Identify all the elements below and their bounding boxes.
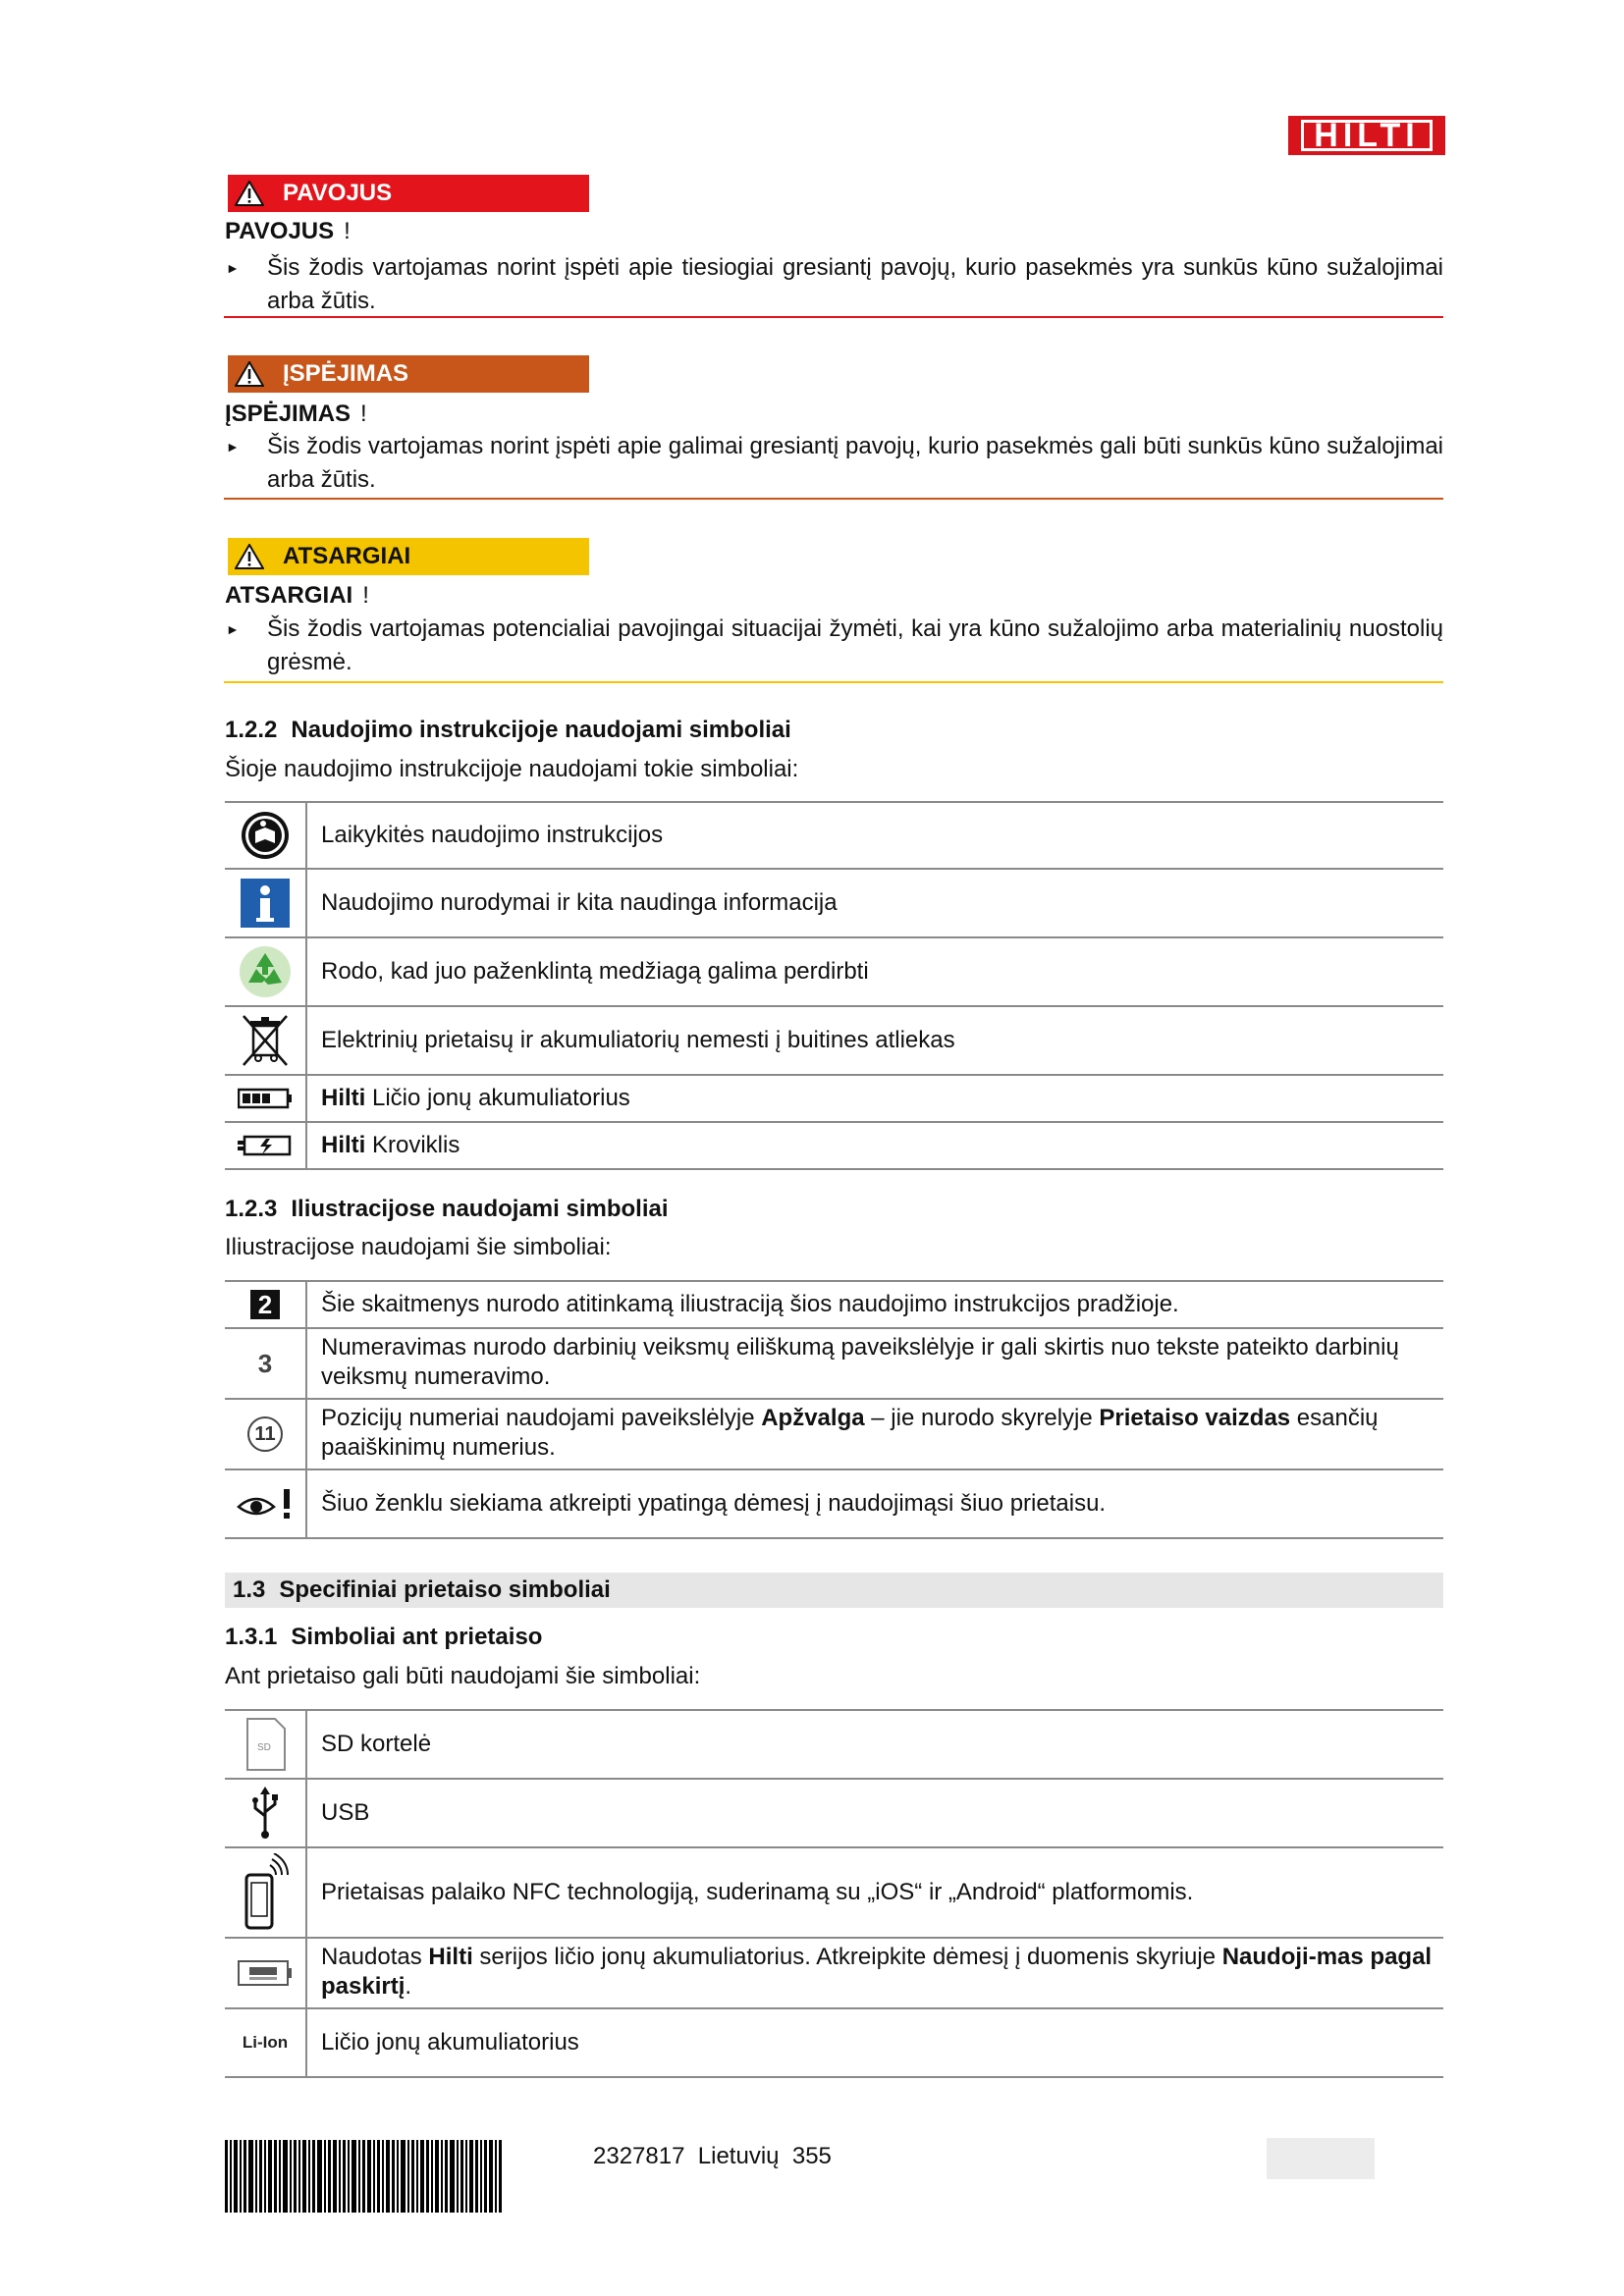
section-intro-1-2-3: Iliustracijose naudojami šie simboliai: [225, 1234, 612, 1260]
hilti-logo [1288, 116, 1445, 155]
bullet-arrow-icon: ► [226, 260, 240, 276]
bullet-arrow-icon: ► [226, 439, 240, 454]
symbols-table-1-3-1 [225, 1709, 1443, 2078]
warning-title: ĮSPĖJIMAS ! [225, 400, 367, 427]
symbols-table-1-2-2 [225, 801, 1443, 1170]
caution-divider [224, 681, 1443, 683]
table-row: SD SD kortelė [225, 1711, 1443, 1780]
logo-text: HILTI [1301, 120, 1432, 151]
table-row: Prietaisas palaiko NFC technologiją, suderinamą su „iOS“ ir „Android“ platformomis. [225, 1848, 1443, 1939]
read-manual-icon [225, 803, 307, 868]
table-row: Laikykitės naudojimo instrukcijos [225, 803, 1443, 870]
symbols-table-1-2-3 [225, 1280, 1443, 1539]
step-number-icon: 3 [225, 1329, 307, 1398]
table-row: Rodo, kad juo paženklintą medžiagą galima perdirbti [225, 938, 1443, 1007]
caution-title: ATSARGIAI ! [225, 582, 369, 609]
position-number-icon: 11 [225, 1400, 307, 1468]
table-row: 11 Pozicijų numeriai naudojami paveikslėlyje Apžvalga – jie nurodo skyrelyje Prietaiso vaizdas esančių paaiškinimų numerius. [225, 1400, 1443, 1470]
warning-triangle-icon [228, 175, 271, 212]
svg-text:SD: SD [257, 1742, 271, 1753]
caution-label: ATSARGIAI [283, 543, 411, 569]
table-row: Šiuo ženklu siekiama atkreipti ypatingą dėmesį į naudojimąsi šiuo prietaisu. [225, 1470, 1443, 1539]
table-row: Hilti Kroviklis [225, 1123, 1443, 1170]
table-row: Elektrinių prietaisų ir akumuliatorių nemesti į buitines atliekas [225, 1007, 1443, 1076]
danger-signal-bar [228, 175, 589, 212]
info-icon [225, 870, 307, 936]
nfc-phone-icon [225, 1848, 307, 1937]
hilti-battery-icon [225, 1939, 307, 2007]
caution-description: ► Šis žodis vartojamas potencialiai pavojingai situacijai žymėti, kai yra kūno sužalojimo arba materialinių nuostolių grėsmė. [226, 613, 1443, 679]
footer-gray-box [1267, 2138, 1375, 2179]
table-row: 3 Numeravimas nurodo darbinių veiksmų eiliškumą paveikslėlyje ir gali skirtis nuo tekste pateikto darbinių veiksmų numeravimo. [225, 1329, 1443, 1400]
battery-icon [225, 1076, 307, 1121]
danger-description: ► Šis žodis vartojamas norint įspėti apie tiesiogiai gresiantį pavojų, kurio pasekmės yra sunkūs kūno sužalojimai arba žūtis. [226, 251, 1443, 318]
footer-doc-info: 2327817 Lietuvių 355 [593, 2143, 832, 2169]
danger-divider [224, 316, 1443, 318]
warning-label: ĮSPĖJIMAS [283, 360, 409, 387]
crossed-bin-icon [225, 1007, 307, 1074]
table-row: Naudotas Hilti serijos ličio jonų akumuliatorius. Atkreipkite dėmesį į duomenis skyriuje Naudoji-mas pagal paskirtį. [225, 1939, 1443, 2009]
li-ion-label-icon: Li-Ion [225, 2009, 307, 2076]
warning-signal-bar [228, 355, 589, 393]
warning-description: ► Šis žodis vartojamas norint įspėti apie galimai gresiantį pavojų, kurio pasekmės gali būti sunkūs kūno sužalojimai arba žūtis. [226, 430, 1443, 497]
usb-icon [225, 1780, 307, 1846]
caution-signal-bar [228, 538, 589, 575]
eye-attention-icon [225, 1470, 307, 1537]
table-row: 2 Šie skaitmenys nurodo atitinkamą iliustraciją šios naudojimo instrukcijos pradžioje. [225, 1282, 1443, 1329]
warning-triangle-icon [228, 538, 271, 575]
barcode [225, 2140, 561, 2213]
danger-title: PAVOJUS ! [225, 218, 351, 244]
section-intro-1-3-1: Ant prietaiso gali būti naudojami šie simboliai: [225, 1663, 701, 1689]
section-heading-1-3: 1.3 Specifiniai prietaiso simboliai [225, 1573, 1443, 1608]
warning-divider [224, 498, 1443, 500]
section-heading-1-2-3: 1.2.3 Iliustracijose naudojami simboliai [225, 1196, 669, 1222]
table-row: USB [225, 1780, 1443, 1848]
section-intro-1-2-2: Šioje naudojimo instrukcijoje naudojami tokie simboliai: [225, 756, 799, 782]
table-row: Naudojimo nurodymai ir kita naudinga informacija [225, 870, 1443, 938]
danger-label: PAVOJUS [283, 180, 393, 206]
warning-triangle-icon [228, 355, 271, 393]
sd-card-icon [225, 1711, 307, 1778]
table-row: Hilti Ličio jonų akumuliatorius [225, 1076, 1443, 1123]
charger-icon [225, 1123, 307, 1168]
figure-number-icon: 2 [225, 1282, 307, 1327]
section-heading-1-2-2: 1.2.2 Naudojimo instrukcijoje naudojami simboliai [225, 717, 791, 743]
table-row: Li-Ion Ličio jonų akumuliatorius [225, 2009, 1443, 2078]
bullet-arrow-icon: ► [226, 621, 240, 637]
recycle-icon [225, 938, 307, 1005]
section-heading-1-3-1: 1.3.1 Simboliai ant prietaiso [225, 1624, 543, 1650]
